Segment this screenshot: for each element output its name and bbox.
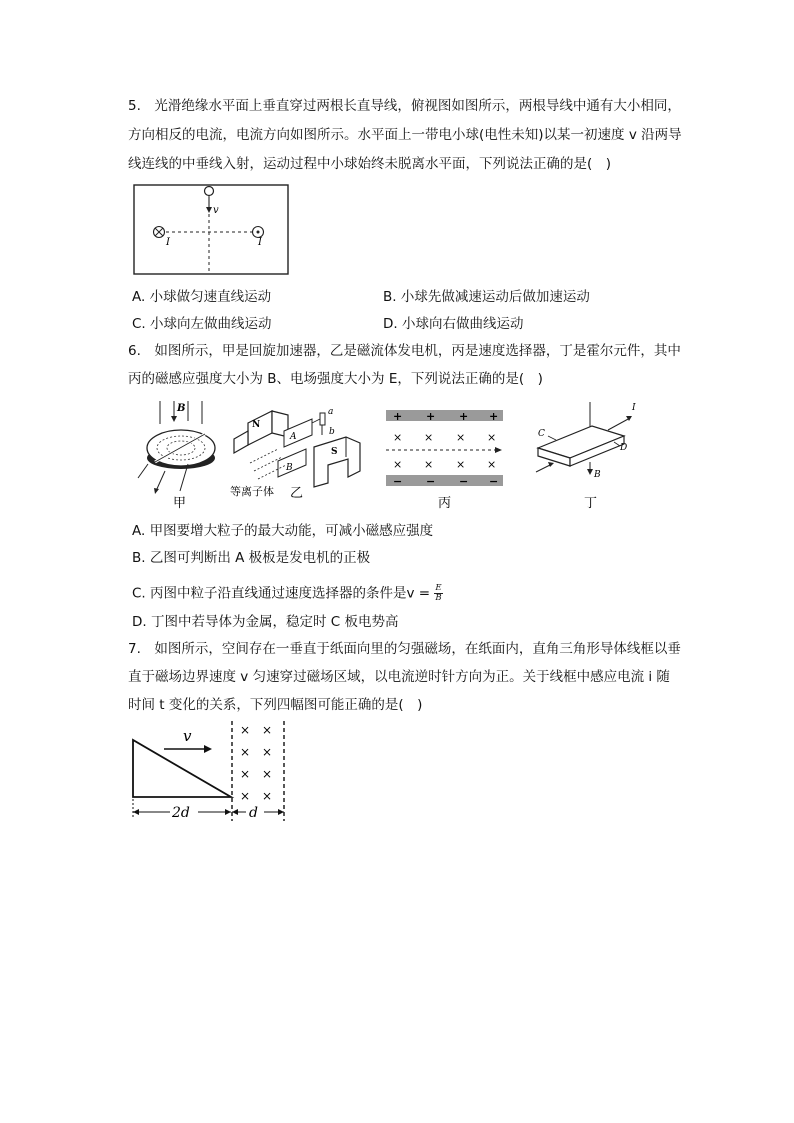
q6-option-d: D. 丁图中若导体为金属，稳定时 C 板电势高 — [132, 614, 399, 630]
caption-ding: 丁 — [584, 496, 598, 511]
field-cross-icon: × — [456, 431, 466, 444]
plus-sign: + — [393, 410, 403, 423]
q5-figure — [128, 180, 290, 280]
mhd-label-S: S — [331, 447, 338, 457]
arrowhead-icon — [206, 207, 212, 213]
mhd-label-plasma: 等离子体 — [230, 485, 274, 498]
length-label-2d: 2d — [172, 805, 190, 821]
q6-option-c — [132, 584, 443, 603]
positive-plate — [386, 410, 503, 421]
q7-figure — [128, 719, 290, 825]
hall-element-figure — [530, 396, 650, 511]
plus-sign: + — [459, 410, 469, 423]
field-cross-icon: × — [262, 767, 273, 781]
hall-label-B: B — [594, 470, 601, 480]
field-cross-icon: × — [240, 723, 251, 737]
minus-sign: − — [426, 475, 436, 488]
field-cross-icon: × — [262, 789, 273, 803]
cyclotron-figure — [130, 396, 225, 511]
q6-stem-line2: 丙的磁感应强度大小为 B、电场强度大小为 E，下列说法正确的是( ) — [128, 371, 543, 387]
field-cross-icon: × — [262, 745, 273, 759]
q6-stem-line1: 6. 如图所示，甲是回旋加速器，乙是磁流体发电机，丙是速度选择器，丁是霍尔元件，其中 — [128, 343, 681, 359]
minus-sign: − — [489, 475, 499, 488]
field-cross-icon: × — [240, 789, 251, 803]
q5-option-d: D. 小球向右做曲线运动 — [383, 316, 524, 332]
q6-option-b: B. 乙图可判断出 A 极板是发电机的正极 — [132, 550, 371, 566]
q5-label-I-right: I — [258, 237, 262, 248]
field-cross-icon: × — [240, 745, 251, 759]
q5-option-c: C. 小球向左做曲线运动 — [132, 316, 272, 332]
field-cross-icon: × — [240, 767, 251, 781]
q6-option-a: A. 甲图要增大粒子的最大动能，可减小磁感应强度 — [132, 523, 434, 539]
q6-option-c-fraction — [434, 584, 442, 603]
negative-plate — [386, 475, 503, 486]
hall-label-C: C — [538, 429, 545, 439]
arrowhead-icon — [204, 745, 212, 753]
mhd-label-N: N — [252, 420, 261, 430]
cyclotron-label-B: B — [177, 403, 186, 414]
field-cross-icon: × — [262, 723, 273, 737]
q5-stem-line1: 5. 光滑绝缘水平面上垂直穿过两根长直导线，俯视图如图所示，两根导线中通有大小相同， — [128, 98, 681, 114]
caption-bing: 丙 — [438, 496, 452, 510]
fraction-numerator: E — [435, 583, 442, 593]
minus-sign: − — [459, 475, 469, 488]
ball-icon — [205, 187, 214, 196]
q7-stem-line1: 7. 如图所示，空间存在一垂直于纸面向里的匀强磁场，在纸面内，直角三角形导体线框以垂 — [128, 641, 681, 657]
mhd-label-Bplate: B — [286, 463, 293, 473]
field-cross-icon: × — [424, 458, 434, 471]
mhd-label-A: A — [290, 432, 297, 442]
field-cross-icon: × — [487, 431, 497, 444]
plus-sign: + — [426, 410, 436, 423]
field-cross-icon: × — [456, 458, 466, 471]
q5-label-I-left: I — [166, 237, 170, 248]
velocity-selector-figure — [384, 406, 506, 510]
q5-option-b: B. 小球先做减速运动后做加速运动 — [383, 289, 590, 305]
fraction-denominator: B — [435, 593, 442, 603]
field-cross-icon: × — [393, 458, 403, 471]
field-cross-icon: × — [424, 431, 434, 444]
q7-label-v: v — [183, 727, 192, 745]
mhd-label-a: a — [328, 407, 334, 417]
caption-yi: 乙 — [290, 486, 304, 499]
minus-sign: − — [393, 475, 403, 488]
hall-label-D: D — [620, 443, 628, 453]
mhd-label-b: b — [329, 427, 335, 437]
q7-stem-line2: 直于磁场边界速度 v 匀速穿过磁场区域，以电流逆时针方向为正。关于线框中感应电流 i 随 — [128, 669, 670, 685]
field-cross-icon: × — [393, 431, 403, 444]
mhd-generator-figure — [228, 401, 368, 499]
q5-label-v: v — [213, 205, 219, 216]
hall-label-I: I — [632, 403, 636, 413]
plus-sign: + — [489, 410, 499, 423]
q5-stem-line2: 方向相反的电流，电流方向如图所示。水平面上一带电小球(电性未知)以某一初速度 v 沿两导 — [128, 127, 682, 143]
q5-stem-line3: 线连线的中垂线入射，运动过程中小球始终未脱离水平面，下列说法正确的是( ) — [128, 156, 612, 172]
q5-option-a: A. 小球做匀速直线运动 — [132, 289, 272, 305]
arrowhead-icon — [495, 447, 502, 453]
q6-option-c-text: C. 丙图中粒子沿直线通过速度选择器的条件是v = — [132, 585, 435, 602]
length-label-d: d — [249, 805, 258, 821]
caption-jia: 甲 — [173, 496, 187, 511]
field-cross-icon: × — [487, 458, 497, 471]
q7-stem-line3: 时间 t 变化的关系，下列四幅图可能正确的是( ) — [128, 697, 423, 713]
